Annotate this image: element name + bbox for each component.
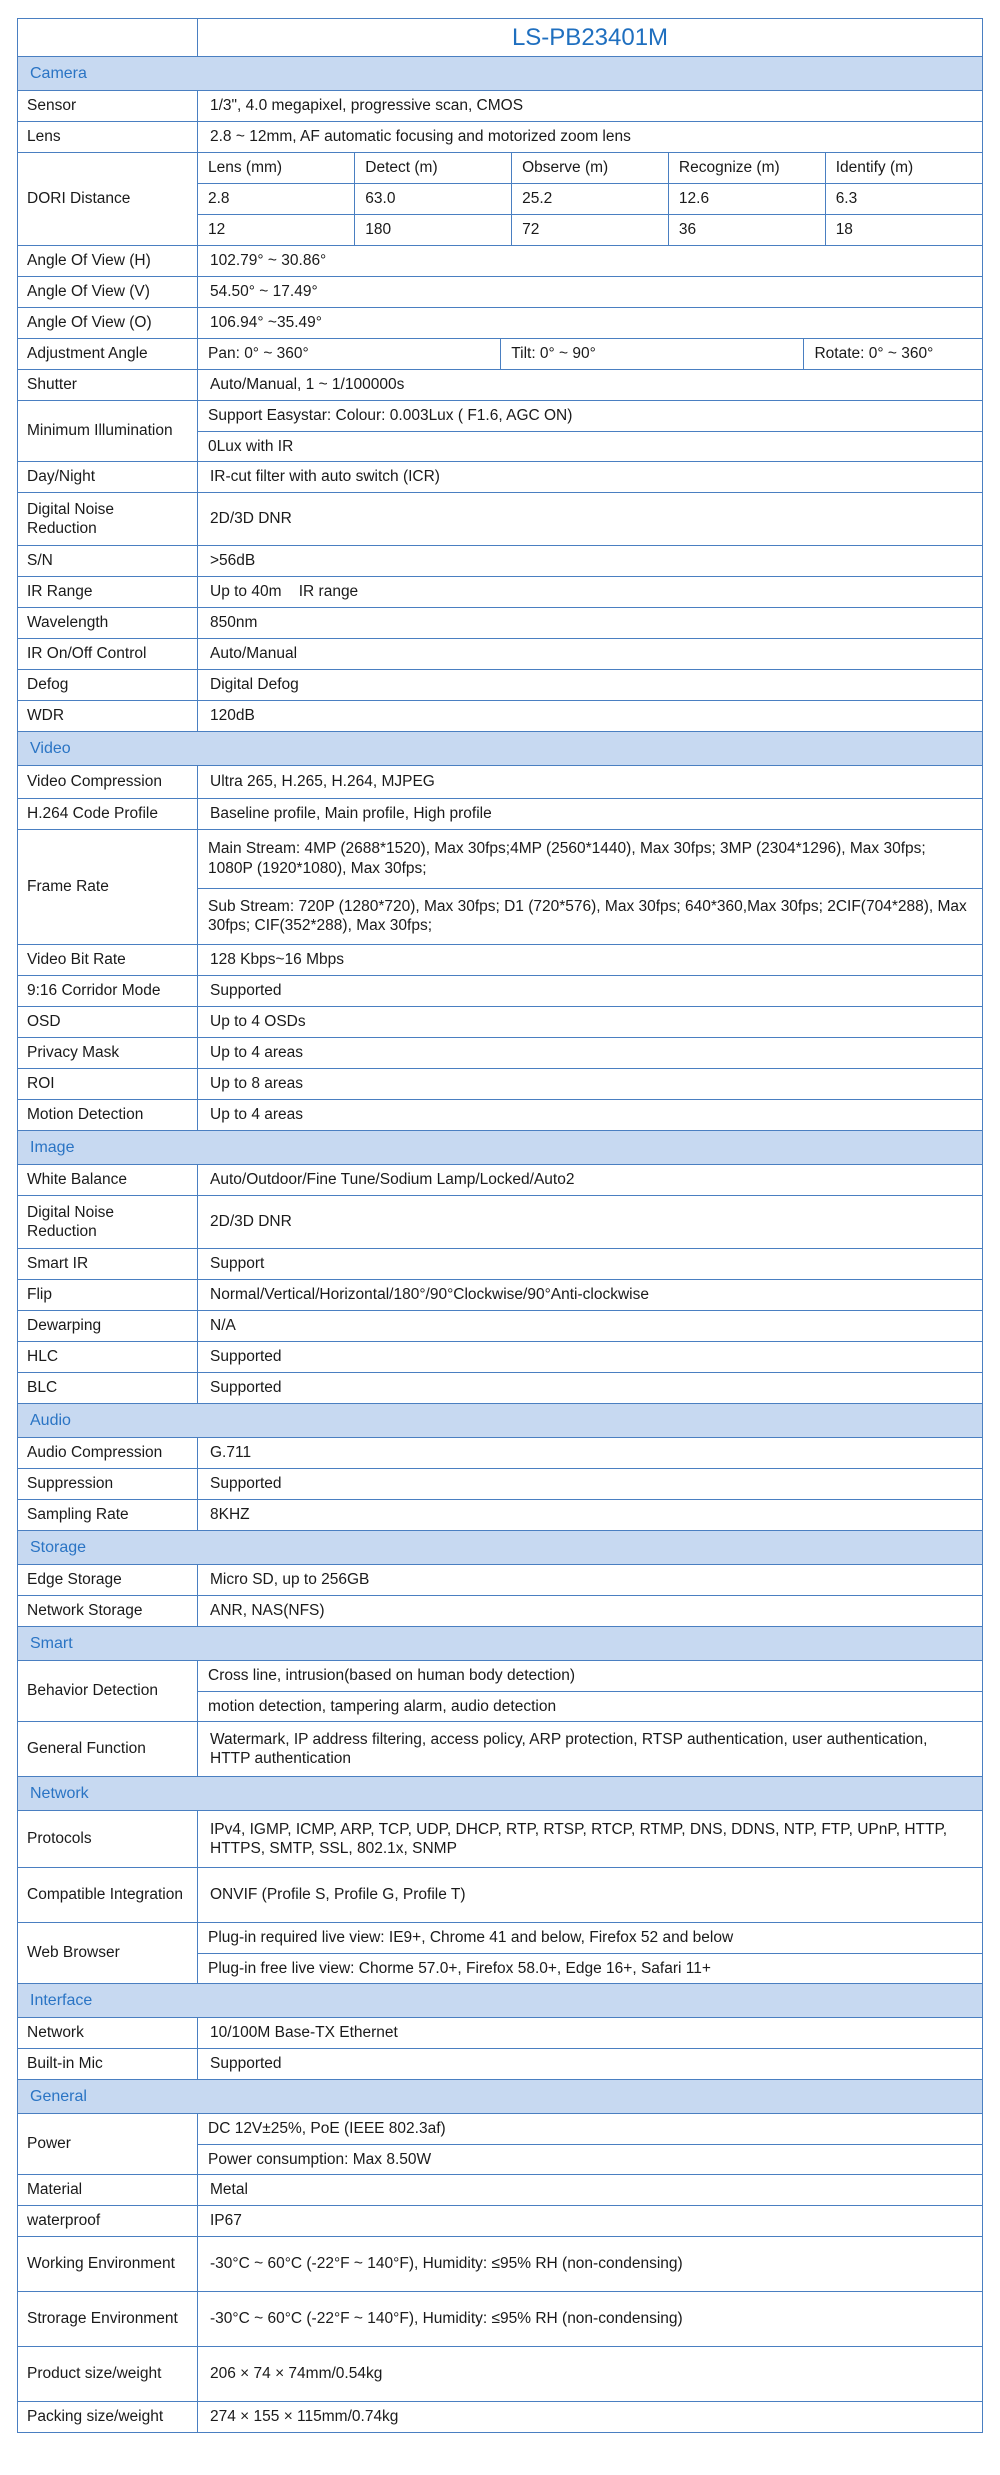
row-corridor: 9:16 Corridor Mode Supported [18, 976, 983, 1007]
row-behavior: Behavior Detection Cross line, intrusion(based on human body detection) motion detection, tampering alarm, audio detection [18, 1661, 983, 1722]
title-row [18, 19, 983, 57]
row-network-storage: Network Storage ANR, NAS(NFS) [18, 1596, 983, 1627]
row-general-function: General Function Watermark, IP address filtering, access policy, ARP protection, RTSP authentication, user authentication, HTTP authentication [18, 1722, 983, 1777]
dori-row: 12 180 72 36 18 [198, 214, 982, 245]
row-edge-storage: Edge Storage Micro SD, up to 256GB [18, 1565, 983, 1596]
row-day-night: Day/Night IR-cut filter with auto switch (ICR) [18, 462, 983, 493]
row-osd: OSD Up to 4 OSDs [18, 1007, 983, 1038]
section-general: General [18, 2080, 983, 2114]
section-camera: Camera [18, 57, 983, 91]
row-lens: Lens 2.8 ~ 12mm, AF automatic focusing and motorized zoom lens [18, 122, 983, 153]
row-dori: DORI Distance Lens (mm) Detect (m) Observe (m) Recognize (m) Identify (m) 2.8 63.0 25.2 12.6 6.3 12 180 72 36 18 [18, 153, 983, 246]
row-packing-size: Packing size/weight 274 × 155 × 115mm/0.74kg [18, 2402, 983, 2433]
row-smart-ir: Smart IR Support [18, 1249, 983, 1280]
section-smart: Smart [18, 1627, 983, 1661]
row-video-compression: Video Compression Ultra 265, H.265, H.264, MJPEG [18, 766, 983, 799]
row-h264: H.264 Code Profile Baseline profile, Main profile, High profile [18, 799, 983, 830]
section-interface: Interface [18, 1984, 983, 2018]
row-wdr: WDR 120dB [18, 701, 983, 732]
row-motion: Motion Detection Up to 4 areas [18, 1100, 983, 1131]
row-sensor: Sensor 1/3", 4.0 megapixel, progressive scan, CMOS [18, 91, 983, 122]
row-bitrate: Video Bit Rate 128 Kbps~16 Mbps [18, 945, 983, 976]
row-sn: S/N >56dB [18, 546, 983, 577]
section-image: Image [18, 1131, 983, 1165]
row-blc: BLC Supported [18, 1373, 983, 1404]
row-power: Power DC 12V±25%, PoE (IEEE 802.3af) Power consumption: Max 8.50W [18, 2114, 983, 2175]
row-aov-h: Angle Of View (H) 102.79° ~ 30.86° [18, 246, 983, 277]
section-network: Network [18, 1777, 983, 1811]
row-compat: Compatible Integration ONVIF (Profile S, Profile G, Profile T) [18, 1868, 983, 1923]
row-wb: White Balance Auto/Outdoor/Fine Tune/Sodium Lamp/Locked/Auto2 [18, 1165, 983, 1196]
row-waterproof: waterproof IP67 [18, 2206, 983, 2237]
row-flip: Flip Normal/Vertical/Horizontal/180°/90°Clockwise/90°Anti-clockwise [18, 1280, 983, 1311]
row-dewarp: Dewarping N/A [18, 1311, 983, 1342]
spec-table [17, 18, 983, 2433]
row-iface-network: Network 10/100M Base-TX Ethernet [18, 2018, 983, 2049]
dori-header: Lens (mm) Detect (m) Observe (m) Recognize (m) Identify (m) [198, 153, 982, 183]
row-frame-rate: Frame Rate Main Stream: 4MP (2688*1520), Max 30fps;4MP (2560*1440), Max 30fps; 3MP (2304*1296), Max 30fps; 1080P (1920*1080), Max 30fps; Sub Stream: 720P (1280*720), Max 30fps; D1 (720*576), Max 30fps; 640*360,Max 30fps; 2CIF(704*288), Max 30fps; CIF(352*288), Max 30fps; [18, 830, 983, 945]
row-hlc: HLC Supported [18, 1342, 983, 1373]
row-mic: Built-in Mic Supported [18, 2049, 983, 2080]
row-image-dnr: Digital Noise Reduction 2D/3D DNR [18, 1196, 983, 1249]
dori-row: 2.8 63.0 25.2 12.6 6.3 [198, 183, 982, 214]
row-aov-o: Angle Of View (O) 106.94° ~35.49° [18, 308, 983, 339]
row-suppression: Suppression Supported [18, 1469, 983, 1500]
row-sampling: Sampling Rate 8KHZ [18, 1500, 983, 1531]
row-dnr: Digital Noise Reduction 2D/3D DNR [18, 493, 983, 546]
row-working-env: Working Environment -30°C ~ 60°C (-22°F ~ 140°F), Humidity: ≤95% RH (non-condensing) [18, 2237, 983, 2292]
row-ir-onoff: IR On/Off Control Auto/Manual [18, 639, 983, 670]
row-audio-compression: Audio Compression G.711 [18, 1438, 983, 1469]
section-video: Video [18, 732, 983, 766]
row-product-size: Product size/weight 206 × 74 × 74mm/0.54kg [18, 2347, 983, 2402]
row-adjust: Adjustment Angle Pan: 0° ~ 360° Tilt: 0° ~ 90° Rotate: 0° ~ 360° [18, 339, 983, 370]
row-storage-env: Strorage Environment -30°C ~ 60°C (-22°F ~ 140°F), Humidity: ≤95% RH (non-condensing) [18, 2292, 983, 2347]
row-wavelength: Wavelength 850nm [18, 608, 983, 639]
row-aov-v: Angle Of View (V) 54.50° ~ 17.49° [18, 277, 983, 308]
row-roi: ROI Up to 8 areas [18, 1069, 983, 1100]
spec-sheet [17, 18, 983, 2433]
section-storage: Storage [18, 1531, 983, 1565]
row-protocols: Protocols IPv4, IGMP, ICMP, ARP, TCP, UDP, DHCP, RTP, RTSP, RTCP, RTMP, DNS, DDNS, NTP, FTP, UPnP, HTTP, HTTPS, SMTP, SSL, 802.1x, SNMP [18, 1811, 983, 1868]
model-title: LS-PB23401M [198, 19, 983, 57]
row-browser: Web Browser Plug-in required live view: IE9+, Chrome 41 and below, Firefox 52 and below Plug-in free live view: Chorme 57.0+, Firefox 58.0+, Edge 16+, Safari 11+ [18, 1923, 983, 1984]
row-ir-range: IR Range Up to 40m IR range [18, 577, 983, 608]
section-audio: Audio [18, 1404, 983, 1438]
row-defog: Defog Digital Defog [18, 670, 983, 701]
row-min-illum: Minimum Illumination Support Easystar: Colour: 0.003Lux ( F1.6, AGC ON) 0Lux with IR [18, 401, 983, 462]
dori-table [198, 153, 982, 245]
row-privacy: Privacy Mask Up to 4 areas [18, 1038, 983, 1069]
row-shutter: Shutter Auto/Manual, 1 ~ 1/100000s [18, 370, 983, 401]
row-material: Material Metal [18, 2175, 983, 2206]
